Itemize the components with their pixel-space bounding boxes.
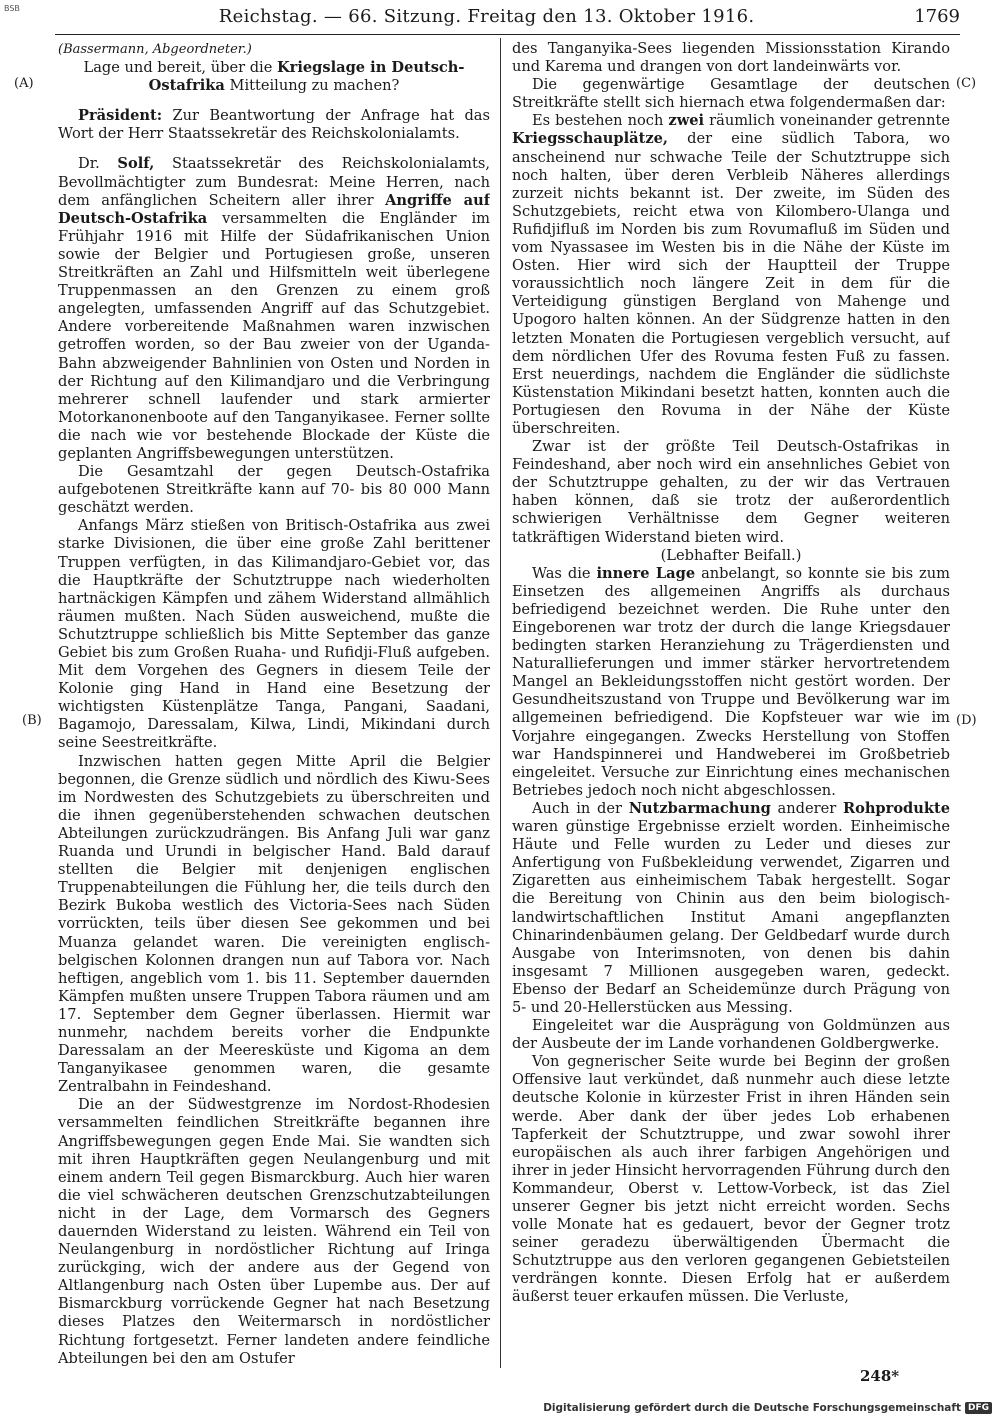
- body-text: waren günstige Ergebnisse erzielt worden. Einheimische Häute und Felle wurden zu Leder und dieses zur Anfertigung von Fußbekleidung verwendet, Zigarren und Zigaretten aus einheimischem Tabak hergestellt. Sogar die Bereitung von Chinin aus den beim biologisch-landwirtschaftlichen Institut Amani angepflanzten Chinarindenbäumen gelang. Der Geldbedarf wurde durch Ausgabe von Interimsnoten, von denen bis dahin insgesamt 7 Millionen ausgegeben waren, gedeckt. Ebenso der Bedarf an Scheidemünze durch Prägung von 5- und 20-Hellerstücken aus Messing.: [512, 818, 950, 1016]
- left-paragraph: Inzwischen hatten gegen Mitte April die Belgier begonnen, die Grenze südlich und nördlich des Kiwu-Sees im Nordwesten des Schutzgebiets zu überschreiten und die ihnen gegenüberstehenden schwachen deutschen Abteilungen zurückzudrängen. Bis Anfang Juli war ganz Ruanda und Urundi in belgischer Hand. Bald darauf stellten die Belgier mit denjenigen englischen Truppenabteilungen die Fühlung her, die teils durch den Bezirk Bukoba westlich des Victoria-Sees nach Süden vorrückten, teils über diesen See gekommen und bei Muanza gelandet waren. Die vereinigten englisch-belgischen Kolonnen drangen nun auf Tabora vor. Nach heftigen, angeblich vom 1. bis 11. September dauernden Kämpfen mußten unsere Truppen Tabora räumen und am 17. September dem Gegner überlassen. Hiermit war nunmehr, nachdem bereits vorher die Endpunkte Daressalam an der Meeresküste und Kigoma an dem Tanganyikasee genommen waren, die gesamte Zentralbahn in Feindeshand.: [58, 752, 490, 1096]
- right-paragraph: Eingeleitet war die Ausprägung von Goldmünzen aus der Ausbeute der im Lande vorhandenen Goldbergwerke.: [512, 1017, 950, 1053]
- corner-mark: BSB: [4, 4, 20, 13]
- body-text: Mitteilung zu machen?: [224, 77, 400, 95]
- body-text: Auch in der: [532, 799, 629, 817]
- emphasis-text: Kriegslage in Deutsch-Ostafrika: [148, 59, 465, 95]
- body-text: Es bestehen noch: [532, 112, 669, 130]
- body-text: Staatssekretär des Reichskolonialamts, Bevollmächtigter zum Bundesrat: Meine Herren, nach dem anfänglichen Scheitern aller ihrer: [58, 155, 490, 209]
- right-column: [512, 40, 950, 1370]
- applause-note: (Lebhafter Beifall.): [660, 546, 802, 564]
- emphasis-text: Nutzbarmachung: [628, 799, 771, 817]
- left-column: [58, 40, 490, 1370]
- speaker-continued: (Bassermann, Abgeordneter.): [58, 42, 252, 57]
- margin-letter-b: (B): [22, 713, 42, 728]
- margin-letter-c: (C): [956, 76, 977, 91]
- left-paragraph: [58, 107, 490, 143]
- left-paragraph: [58, 155, 490, 463]
- dfg-logo-icon: DFG: [965, 1402, 992, 1414]
- signature-mark: 248*: [860, 1367, 900, 1385]
- right-paragraph: Von gegnerischer Seite wurde bei Beginn der großen Offensive laut verkündet, daß nunmehr auch diese letzte deutsche Kolonie in kürzester Frist in ihren Händen sein werde. Aber dank der über jedes Lob erhabenen Tapferkeit der Schutztruppe, und zwar sowohl ihrer europäischen als auch ihrer farbigen Angehörigen und ihrer in jeder Hinsicht hervorragenden Führung durch den Kommandeur, Oberst v. Lettow-Vorbeck, ist das Ziel unserer Gegner bis jetzt nicht erreicht worden. Sechs volle Monate hat es gedauert, bevor der Gegner trotz seiner geradezu überwältigenden Übermacht die Schutztruppe aus den verloren gegangenen Gebietsteilen verdrängen konnte. Diesen Erfolg hat er außerdem äußerst teuer erkaufen müssen. Die Verluste,: [512, 1053, 950, 1306]
- running-title: Reichstag. — 66. Sitzung. Freitag den 13. Oktober 1916.: [218, 6, 755, 27]
- right-paragraph: [512, 565, 950, 800]
- body-text: Zur Beantwortung der Anfrage hat das Wort der Herr Staatssekretär des Reichskolonialamts.: [58, 107, 490, 143]
- emphasis-text: innere Lage: [596, 564, 696, 582]
- page-number: 1769: [914, 6, 960, 27]
- column-divider: [500, 38, 501, 1368]
- body-text: anderer: [770, 799, 843, 817]
- left-paragraph: Anfangs März stießen von Britisch-Ostafrika aus zwei starke Divisionen, die über eine große Zahl berittener Truppen verfügten, in das Kilimandjaro-Gebiet vor, das die Hauptkräfte der Schutztruppe nach wiederholten hartnäckigen Kämpfen und zähem Widerstand allmählich räumen mußten. Nach Süden ausweichend, mußte die Schutztruppe schließlich bis Mitte September das ganze Gebiet bis zum Großen Ruaha- und Rufidji-Fluß aufgeben. Mit dem Vorgehen des Gegners in diesem Teile der Kolonie ging Hand in Hand eine Besetzung der wichtigsten Küstenplätze Tanga, Pangani, Saadani, Bagamojo, Daressalam, Kilwa, Lindi, Mikindani durch seine Seestreitkräfte.: [58, 517, 490, 752]
- footer-credit: [543, 1402, 992, 1414]
- body-text: der eine südlich Tabora, wo anscheinend nur schwache Teile der Schutztruppe sich noch halten, über deren Verbleib Näheres allerdings zurzeit nichts bekannt ist. Der zweite, im Süden des Schutzgebiets, reicht etwa von Kilombero-Ulanga und Rufidjifluß im Norden bis zum Rovumafluß im Süden und vom Nyassasee im Westen bis in die Nähe der Küste im Osten. Hier wird sich der Hauptteil der Truppe voraussichtlich noch längere Zeit in dem für die Verteidigung günstigen Bergland von Mahenge und Upogoro halten können. An der Südgrenze hatten in den letzten Monaten die Portugiesen vergeblich versucht, auf dem nördlichen Ufer des Rovuma festen Fuß zu fassen. Erst neuerdings, nachdem die Engländer die südlichste Küstenstation Mikindani besetzt hatten, konnten auch die Portugiesen den Rovuma in der Nähe der Küste überschreiten.: [512, 130, 950, 437]
- body-text: Dr.: [78, 155, 118, 173]
- left-paragraph: [58, 59, 490, 95]
- right-paragraph: des Tanganyika-Sees liegenden Missionsstation Kirando und Karema und drangen von dort landeinwärts vor.: [512, 40, 950, 76]
- body-text: versammelten die Engländer im Frühjahr 1916 mit Hilfe der Südafrikanischen Union sowie der Belgier und Portugiesen große, unseren Streitkräften an Zahl und Hilfsmitteln weit überlegene Truppenmassen an den Grenzen zu einem groß angelegten, umfassenden Angriff auf das Schutzgebiet. Andere vorbereitende Maßnahmen waren inzwischen getroffen worden, so der Bau zweier von der Uganda-Bahn abzweigender Bahnlinien von Osten und Norden in der Richtung auf den Kilimandjaro und die Verbringung mehrerer schnell laufender und stark armierter Motorkanonenboote auf den Tanganyikasee. Ferner sollte die nach wie vor bestehende Blockade der Küste die geplanten Angriffsbewegungen unterstützen.: [58, 209, 490, 462]
- emphasis-text: Solf,: [117, 155, 155, 173]
- header-rule: [55, 34, 960, 35]
- body-text: räumlich voneinander getrennte: [704, 112, 950, 130]
- emphasis-text: Präsident:: [78, 107, 163, 125]
- body-text: Was die: [532, 564, 597, 582]
- margin-letter-a: (A): [14, 76, 34, 91]
- right-paragraph: [512, 800, 950, 1017]
- body-text: Lage und bereit, über die: [83, 59, 277, 77]
- left-paragraph: Die Gesamtzahl der gegen Deutsch-Ostafrika aufgebotenen Streitkräfte kann auf 70- bis 80 000 Mann geschätzt werden.: [58, 463, 490, 517]
- footer-text: Digitalisierung gefördert durch die Deutsche Forschungsgemeinschaft: [543, 1402, 961, 1414]
- left-paragraph: Die an der Südwestgrenze im Nordost-Rhodesien versammelten feindlichen Streitkräfte begannen ihre Angriffsbewegungen gegen Ende Mai. Sie wandten sich mit ihren Hauptkräften gegen Neulangenburg und mit einem andern Teil gegen Bismarckburg. Auch hier waren die viel schwächeren deutschen Grenzschutzabteilungen nicht in der Lage, dem Vormarsch des Gegners dauernden Widerstand zu leisten. Während ein Teil von Neulangenburg in nordöstlicher Richtung auf Iringa zurückging, wich der andere aus der Gegend von Altlangenburg nach Osten über Lupembe aus. Der auf Bismarckburg vorrückende Gegner hat nach Besetzung dieses Platzes den Weitermarsch in nordöstlicher Richtung fortgesetzt. Ferner landeten andere feindliche Abteilungen bei den am Ostufer: [58, 1096, 490, 1367]
- right-paragraph: Die gegenwärtige Gesamtlage der deutschen Streitkräfte stellt sich hiernach etwa folgendermaßen dar:: [512, 76, 950, 112]
- emphasis-text: zwei: [668, 112, 705, 130]
- page-header: [58, 6, 960, 32]
- emphasis-text: Rohprodukte: [842, 799, 950, 817]
- emphasis-text: Angriffe auf Deutsch-Ostafrika: [58, 191, 490, 227]
- emphasis-text: Kriegsschauplätze,: [512, 130, 668, 148]
- margin-letter-d: (D): [956, 713, 977, 728]
- body-text: anbelangt, so konnte sie bis zum Einsetzen des allgemeinen Angriffs als durchaus befriedigend bezeichnet werden. Die Ruhe unter den Eingeborenen war trotz der durch die lange Kriegsdauer bedingten starken Heranziehung zu Trägerdiensten und Naturallieferungen und immer stärker hervortretendem Mangel an Bekleidungsstoffen nicht gestört worden. Der Gesundheitszustand von Truppe und Bevölkerung war im allgemeinen befriedigend. Die Kopfsteuer war wie im Vorjahre eingegangen. Zwecks Herstellung von Stoffen war Handspinnerei und Handweberei im Großbetrieb eingeleitet. Versuche zur Einrichtung eines mechanischen Betriebes jedoch noch nicht abgeschlossen.: [512, 564, 950, 799]
- right-paragraph: Zwar ist der größte Teil Deutsch-Ostafrikas in Feindeshand, aber noch wird ein ansehnliches Gebiet von der Schutztruppe gehalten, zu der wir das Vertrauen haben können, daß sie trotz der außerordentlich schwierigen Verhältnisse dem Gegner weiteren tatkräftigen Widerstand bieten wird.: [512, 438, 950, 546]
- right-paragraph: [512, 112, 950, 438]
